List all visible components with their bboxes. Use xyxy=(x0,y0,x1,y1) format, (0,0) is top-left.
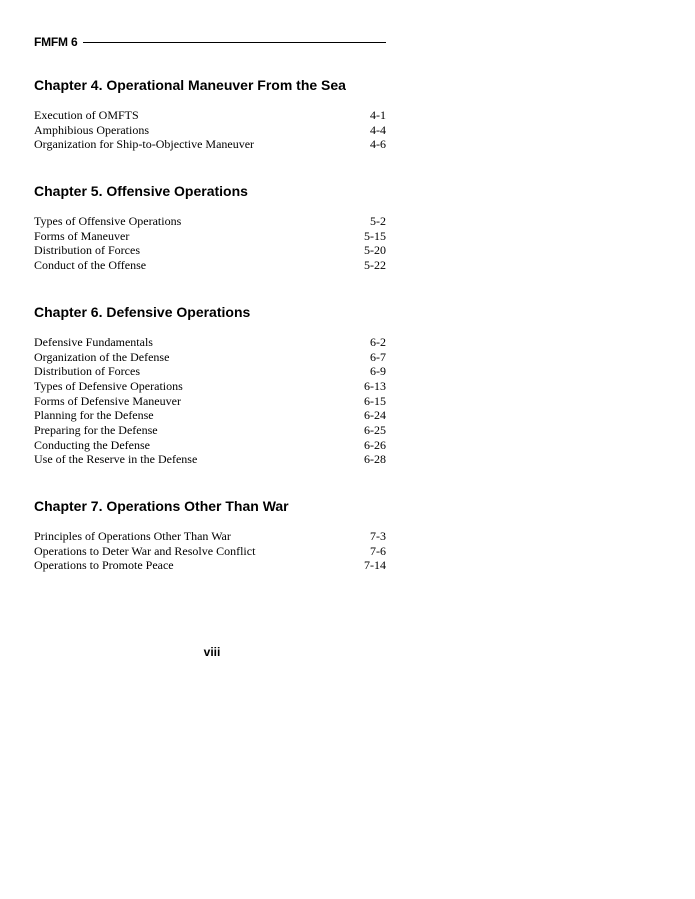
chapter-title: Chapter 4. Operational Maneuver From the Sea xyxy=(34,77,346,93)
chapter-title: Chapter 5. Offensive Operations xyxy=(34,183,248,200)
toc-entry-title: Use of the Reserve in the Defense xyxy=(34,452,198,467)
toc-entry-page: 5-20 xyxy=(364,243,386,258)
toc-entry xyxy=(34,379,386,394)
chapter-7-section xyxy=(34,497,386,573)
toc-entry-page: 6-15 xyxy=(364,393,386,408)
toc-entry-title: Types of Defensive Operations xyxy=(34,378,183,393)
toc-entry-page: 4-6 xyxy=(370,137,386,152)
toc-entry-title: Execution of OMFTS xyxy=(34,108,139,122)
chapter-5-section xyxy=(34,182,386,273)
toc-entry-page: 7-14 xyxy=(364,558,386,573)
toc-entry-title: Defensive Fundamentals xyxy=(34,334,153,349)
toc-entry-page: 6-24 xyxy=(364,408,386,423)
toc-entry-title: Distribution of Forces xyxy=(34,243,140,258)
toc-entry xyxy=(34,123,386,138)
header-rule xyxy=(83,42,386,43)
toc-entry xyxy=(34,438,386,453)
toc-entry xyxy=(34,364,386,379)
toc-entry-page: 5-2 xyxy=(370,214,386,229)
toc-entry xyxy=(34,529,386,544)
toc-entry-title: Planning for the Defense xyxy=(34,408,154,423)
toc-entry-page: 7-6 xyxy=(370,543,386,558)
toc-entry-page: 6-9 xyxy=(370,364,386,379)
toc-entry xyxy=(34,544,386,559)
toc-entry xyxy=(34,243,386,258)
toc-entry-title: Operations to Deter War and Resolve Conflict xyxy=(34,543,256,558)
chapter-6-section xyxy=(34,303,386,467)
toc-entry-title: Conducting the Defense xyxy=(34,437,150,452)
toc-entry xyxy=(34,423,386,438)
toc-entry-page: 4-4 xyxy=(370,122,386,137)
toc-entry xyxy=(34,558,386,573)
toc-entry-title: Organization of the Defense xyxy=(34,349,170,364)
toc-entry-title: Forms of Defensive Maneuver xyxy=(34,393,181,408)
running-header xyxy=(34,34,386,50)
toc-entry xyxy=(34,335,386,350)
toc-entry-title: Distribution of Forces xyxy=(34,364,140,379)
toc-entry-page: 6-25 xyxy=(364,422,386,437)
toc-entry-title: Amphibious Operations xyxy=(34,122,149,137)
toc-entry-title: Forms of Maneuver xyxy=(34,228,130,243)
chapter-4-section xyxy=(34,76,386,152)
toc-entry xyxy=(34,394,386,409)
toc-entry xyxy=(34,452,386,467)
chapter-title: Chapter 6. Defensive Operations xyxy=(34,303,251,320)
page-number: viii xyxy=(203,645,221,659)
toc-entry-title: Preparing for the Defense xyxy=(34,422,158,437)
toc-entry-page: 5-22 xyxy=(364,258,386,273)
toc-entry-page: 6-26 xyxy=(364,437,386,452)
toc-entry xyxy=(34,350,386,365)
toc-entry-title: Organization for Ship-to-Objective Maneuver xyxy=(34,137,255,152)
header-label: FMFM 6 xyxy=(34,35,78,49)
toc-entry-page: 6-2 xyxy=(370,334,386,349)
toc-entry-page: 6-7 xyxy=(370,349,386,364)
toc-entry xyxy=(34,229,386,244)
toc-entry-page: 7-3 xyxy=(370,529,386,543)
chapter-title: Chapter 7. Operations Other Than War xyxy=(34,498,289,514)
toc-entry-page: 6-13 xyxy=(364,378,386,393)
toc-entry xyxy=(34,408,386,423)
toc-entry-title: Principles of Operations Other Than War xyxy=(34,529,231,543)
toc-entry-title: Conduct of the Offense xyxy=(34,258,147,273)
toc-entry-title: Operations to Promote Peace xyxy=(34,558,174,573)
toc-entry xyxy=(34,258,386,273)
toc-entry xyxy=(34,137,386,152)
table-of-contents xyxy=(34,76,386,603)
toc-entry xyxy=(34,108,386,123)
toc-entry xyxy=(34,214,386,229)
toc-entry-page: 5-15 xyxy=(364,228,386,243)
toc-entry-page: 6-28 xyxy=(364,452,386,467)
toc-entry-title: Types of Offensive Operations xyxy=(34,214,182,229)
toc-entry-page: 4-1 xyxy=(370,108,386,122)
